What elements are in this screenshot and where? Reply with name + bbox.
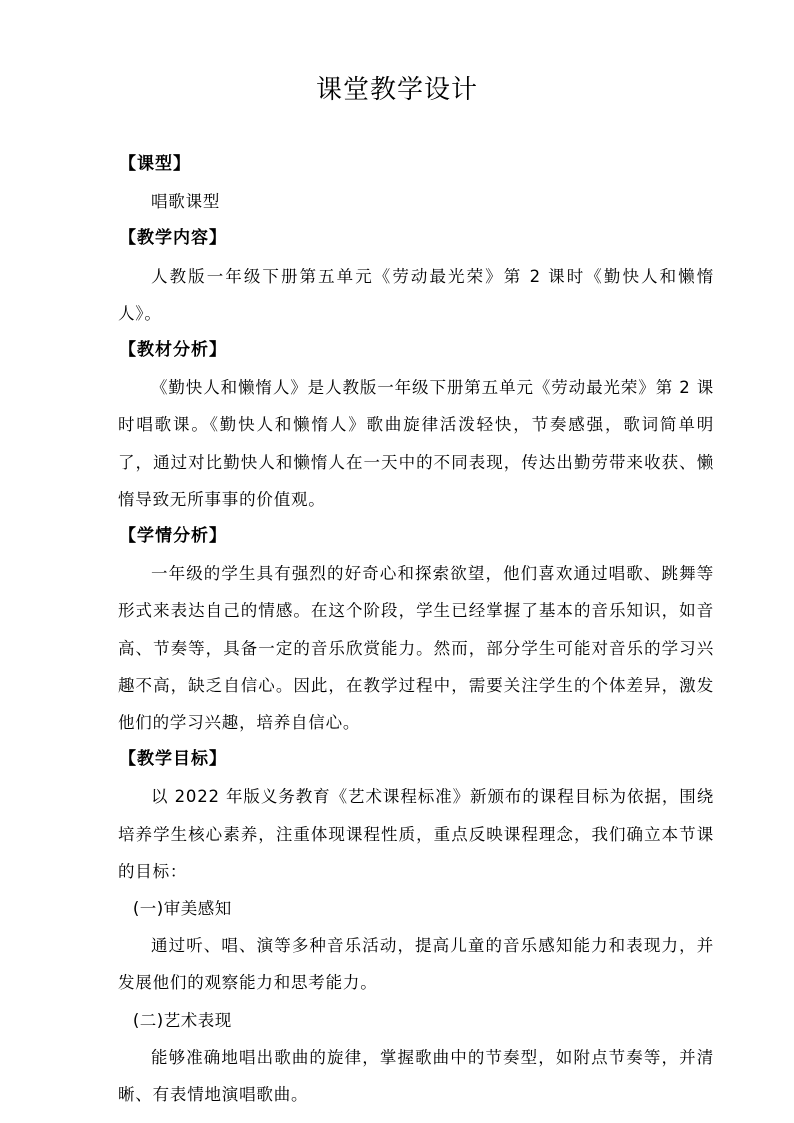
section-lesson-type: [118, 146, 714, 220]
goal-text: 能够准确地唱出歌曲的旋律，掌握歌曲中的节奏型，如附点节奏等，并清晰、有表情地演唱歌曲。: [118, 1047, 714, 1105]
section-teaching-goals: [118, 741, 714, 1113]
section-paragraph: 《勤快人和懒惰人》是人教版一年级下册第五单元《劳动最光荣》第 2 课时唱歌课。《勤快人和懒惰人》歌曲旋律活泼轻快，节奏感强，歌词简单明了，通过对比勤快人和懒惰人在一天中的不同表现，传达出勤劳带来收获、懒惰导致无所事事的价值观。: [118, 378, 714, 509]
section-paragraph: 以 2022 年版义务教育《艺术课程标准》新颁布的课程目标为依据，围绕培养学生核心素养，注重体现课程性质，重点反映课程理念，我们确立本节课的目标：: [118, 787, 714, 881]
section-student-analysis: [118, 518, 714, 741]
section-paragraph: 人教版一年级下册第五单元《劳动最光荣》第 2 课时《勤快人和懒惰人》。: [118, 266, 714, 323]
section-heading: 【教学目标】: [119, 749, 227, 770]
section-heading: 【教材分析】: [119, 340, 227, 361]
goal-label-artistic-expression: (二)艺术表现: [132, 1010, 232, 1030]
section-heading: 【课型】: [119, 154, 191, 174]
section-heading: 【教学内容】: [119, 228, 227, 249]
page-title: 课堂教学设计: [315, 75, 478, 105]
section-teaching-content: [118, 220, 714, 332]
section-paragraph: 唱歌课型: [151, 192, 221, 212]
section-paragraph: 一年级的学生具有强烈的好奇心和探索欲望，他们喜欢通过唱歌、跳舞等形式来表达自己的情感。在这个阶段，学生已经掌握了基本的音乐知识，如音高、节奏等，具备一定的音乐欣赏能力。然而，部分学生可能对音乐的学习兴趣不高，缺乏自信心。因此，在教学过程中，需要关注学生的个体差异，激发他们的学习兴趣，培养自信心。: [118, 564, 714, 733]
goal-label-aesthetic-perception: (一)审美感知: [132, 899, 232, 919]
section-material-analysis: [118, 332, 714, 518]
document-body: [118, 146, 714, 1113]
goal-text: 通过听、唱、演等多种音乐活动，提高儿童的音乐感知能力和表现力，并发展他们的观察能力和思考能力。: [118, 936, 714, 993]
section-heading: 【学情分析】: [119, 526, 227, 547]
